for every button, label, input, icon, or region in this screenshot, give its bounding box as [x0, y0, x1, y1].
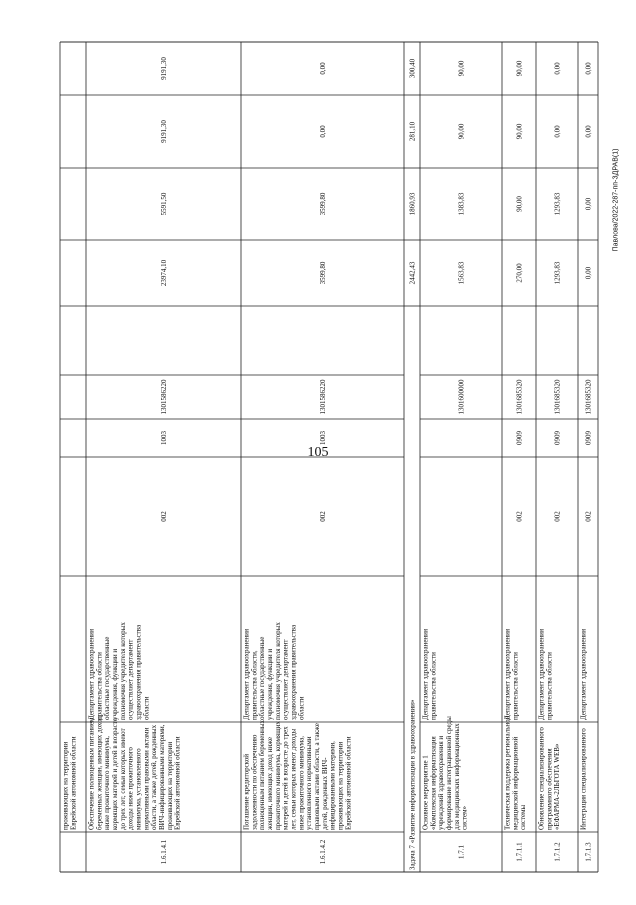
- executor-line: правительства области: [429, 652, 438, 720]
- executor: [580, 628, 588, 720]
- activity-name: [580, 728, 588, 830]
- executor-line: здравоохранения правительства: [289, 624, 298, 720]
- task-number: Задача 7: [408, 845, 417, 870]
- value-year-3: 90,00: [515, 60, 524, 77]
- activity-name-line: беременных женщин, имеющих доход: [95, 715, 104, 830]
- activity-name-line: систем»: [460, 805, 469, 830]
- activity-name-line: проживающих на территории: [61, 741, 70, 830]
- row-number: 1.7.1.1: [515, 842, 524, 862]
- rz-code: 1003: [318, 431, 327, 445]
- value-year-2: 9191,30: [159, 120, 168, 143]
- grbs-code: 002: [318, 511, 327, 522]
- rz-code: 0909: [584, 431, 593, 445]
- executor-line: правительства области: [511, 652, 520, 720]
- csr-code: 1301586220: [318, 379, 327, 415]
- activity-name-line: медицинской информационной: [511, 736, 520, 830]
- activity-name-line: правовыми актами области, а также: [313, 723, 321, 830]
- activity-name-line: установленного нормативными: [305, 736, 314, 830]
- value-year-1: 0,00: [584, 197, 593, 211]
- activity-name-line: минимума, установленного: [134, 748, 143, 830]
- activity-name-line: ВИЧ-инфицированными матерями,: [158, 724, 166, 830]
- value-year-1: 90,00: [515, 196, 524, 212]
- activity-name-line: женщин, имеющих доход ниже: [266, 737, 274, 830]
- value-total: 270,00: [515, 263, 524, 283]
- activity-name-line: Техническая поддержка региональной: [503, 715, 512, 830]
- task-label: [408, 699, 416, 870]
- page-number: 105: [307, 445, 329, 460]
- task-title: «Развитие информатизации в здравоохранении»: [408, 699, 417, 844]
- value-total: 3599,80: [318, 261, 327, 285]
- row-number: 1.7.1: [457, 845, 466, 859]
- activity-name-line: нормативными правовыми актами: [142, 727, 151, 830]
- grbs-code: 002: [584, 511, 593, 522]
- activity-name-line: Обеспечение полноценным питанием: [87, 717, 96, 830]
- executor-line: осуществляет департамент: [126, 639, 135, 720]
- executor-line: области: [297, 696, 306, 720]
- executor-line: областные государственные: [258, 636, 267, 720]
- executor-line: здравоохранения правительства: [134, 624, 143, 720]
- executor-line: Департамент здравоохранения: [503, 628, 512, 720]
- value-year-3: 300,40: [408, 58, 417, 79]
- value-year-1: 3599,80: [318, 192, 327, 216]
- value-year-3: 9191,30: [159, 57, 168, 80]
- value-year-3: 0,00: [553, 62, 562, 75]
- row-number: 1.6.1.4.1: [159, 839, 168, 865]
- executor-line: правительства области: [545, 652, 554, 720]
- executor-line: Департамент здравоохранения: [579, 628, 588, 720]
- activity-name-line: Погашение кредиторской: [242, 754, 251, 830]
- activity-name-line: программного обеспечения: [545, 748, 554, 830]
- footer-code-text: Павлова/2022-287-пп-ЗДРАВ(1): [612, 148, 620, 252]
- executor-line: правительства области,: [250, 650, 259, 720]
- executor-line: Департамент здравоохранения: [242, 628, 251, 720]
- activity-name-line: Обновление специализированного: [537, 727, 546, 830]
- executor: [538, 628, 554, 720]
- executor: [88, 622, 151, 720]
- activity-name: [62, 736, 78, 830]
- rz-code: 1003: [159, 431, 168, 445]
- value-year-1: 1293,83: [553, 192, 562, 216]
- activity-name-line: матерей и детей в возрасте до трех: [281, 726, 290, 830]
- activity-name-line: доходы ниже прожиточного: [126, 747, 135, 830]
- value-total: 2442,43: [408, 261, 417, 285]
- activity-name-line: учреждений здравоохранения и: [437, 735, 446, 830]
- activity-name-line: до трех лет, семьи которых имеют: [118, 728, 127, 830]
- activity-name-line: системы: [519, 804, 528, 830]
- executor-line: областные государственные: [103, 636, 112, 720]
- value-year-2: 0,00: [553, 125, 562, 138]
- value-year-3: 0,00: [584, 62, 593, 75]
- activity-name: [421, 716, 468, 830]
- executor: [503, 628, 519, 720]
- executor-line: правительства области: [95, 652, 104, 720]
- activity-name-line: области, а также детей, рожденных: [150, 724, 159, 830]
- value-year-2: 0,00: [318, 125, 327, 138]
- activity-name-line: проживающих на территории: [336, 741, 345, 830]
- activity-name: [538, 727, 562, 830]
- value-year-2: 90,00: [457, 123, 466, 140]
- activity-name-line: ниже прожиточного минимума,: [103, 736, 112, 830]
- value-total: 23974,10: [159, 259, 168, 287]
- rz-code: 0909: [553, 431, 562, 445]
- executor-line: Департамент здравоохранения: [421, 628, 430, 720]
- activity-name-line: проживающих на территории: [165, 741, 174, 830]
- activity-name-line: прожиточного минимума, кормящих: [273, 721, 282, 830]
- grbs-code: 002: [159, 511, 168, 522]
- activity-name-line: полноценным питанием беременных: [258, 719, 267, 830]
- row-number: 1.7.1.2: [553, 842, 562, 862]
- value-year-3: 0,00: [318, 62, 327, 75]
- value-year-1: 1383,83: [457, 192, 466, 216]
- csr-code: 1301685320: [515, 379, 524, 415]
- grbs-code: 002: [553, 511, 562, 522]
- value-year-2: 90,00: [515, 123, 524, 140]
- row-number: 1.7.1.3: [584, 842, 593, 862]
- executor-line: Департамент здравоохранения: [87, 628, 96, 720]
- value-total: 0,00: [584, 266, 593, 280]
- activity-name-line: Еврейской автономной области: [344, 736, 353, 830]
- value-total: 1293,83: [553, 261, 562, 285]
- activity-name: [503, 715, 527, 830]
- value-year-2: 281,10: [408, 121, 417, 142]
- rz-code: 0909: [515, 431, 524, 445]
- row-number: 1.6.1.4.2: [318, 839, 327, 865]
- csr-code: 1301600000: [457, 379, 466, 415]
- executor: [421, 628, 437, 720]
- value-year-2: 0,00: [584, 125, 593, 138]
- activity-name: [88, 716, 182, 830]
- activity-name-line: задолженности по обеспечению: [250, 734, 259, 830]
- activity-name-line: кормящих матерей и детей в возрасте: [111, 718, 119, 830]
- executor-line: Департамент здравоохранения: [537, 628, 546, 720]
- executor-line: учреждения, функции и: [111, 648, 119, 720]
- executor-line: полномочия учредителя которых: [118, 622, 127, 720]
- value-year-1: 1860,93: [408, 192, 417, 216]
- value-total: 1563,83: [457, 261, 466, 285]
- value-year-1: 5591,50: [159, 192, 168, 216]
- executor: [242, 622, 305, 720]
- activity-name-line: лет, семьи которых имеют доходы: [289, 728, 298, 830]
- activity-name-line: Интеграция специализированного: [579, 728, 588, 830]
- activity-name-line: Основное мероприятие 1: [421, 755, 430, 830]
- activity-name-line: «ЕФАРМА-2ЛЬГОТА WEB»: [553, 743, 562, 830]
- activity-name-line: детей, рожденных ВИЧ-: [320, 757, 329, 830]
- csr-code: 1301685320: [553, 379, 562, 415]
- grbs-code: 002: [515, 511, 524, 522]
- executor-line: осуществляет департамент: [281, 639, 290, 720]
- activity-name-line: Еврейской автономной области: [69, 736, 78, 830]
- activity-name-line: ниже прожиточного минимума,: [297, 736, 306, 830]
- csr-code: 1301685320: [584, 379, 593, 415]
- value-year-3: 90,00: [457, 60, 466, 77]
- activity-name-line: Еврейской автономной области: [173, 736, 182, 830]
- activity-name: [242, 719, 352, 831]
- activity-name-line: инфицированными матерями,: [328, 741, 337, 830]
- activity-name-line: формирование интеграционной среды: [445, 716, 453, 830]
- csr-code: 1301586220: [159, 379, 168, 415]
- executor-line: полномочия учредителя которых: [273, 622, 282, 720]
- executor-line: области: [142, 696, 151, 720]
- executor-line: учреждения, функции и: [266, 648, 274, 720]
- activity-name-line: «Комплексная информатизация: [429, 736, 438, 830]
- activity-name-line: для медицинских информационных: [452, 723, 461, 830]
